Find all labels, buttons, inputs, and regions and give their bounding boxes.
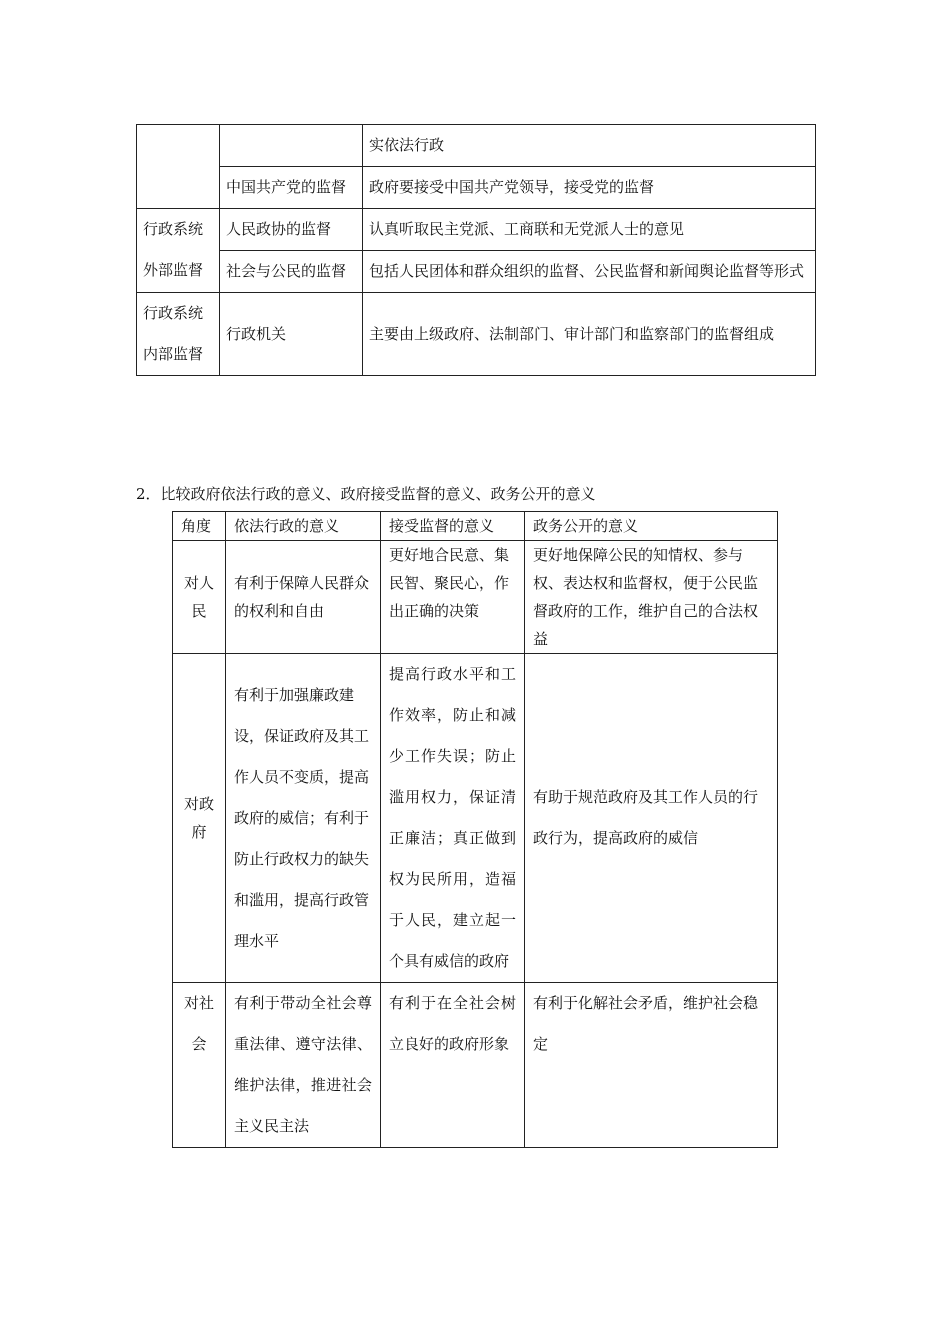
table-cell: 实依法行政 bbox=[363, 125, 816, 167]
table-cell: 社会与公民的监督 bbox=[220, 251, 363, 293]
header-cell: 依法行政的意义 bbox=[226, 512, 381, 541]
table-row bbox=[173, 983, 778, 1148]
table-cell: 提高行政水平和工作效率，防止和减少工作失误；防止滥用权力，保证清正廉洁；真正做到权为民所用，造福于人民，建立起一个具有威信的政府 bbox=[381, 654, 525, 983]
section-heading: 2．比较政府依法行政的意义、政府接受监督的意义、政务公开的意义 bbox=[136, 485, 596, 503]
table-row bbox=[137, 251, 816, 293]
header-cell: 角度 bbox=[173, 512, 226, 541]
category-cell: 行政系统内部监督 bbox=[137, 293, 220, 376]
table-cell bbox=[220, 125, 363, 167]
table-row bbox=[137, 167, 816, 209]
table-cell: 有利于加强廉政建设，保证政府及其工作人员不变质，提高政府的威信；有利于防止行政权力的缺失和滥用，提高行政管理水平 bbox=[226, 654, 381, 983]
table-cell: 有助于规范政府及其工作人员的行政行为，提高政府的威信 bbox=[525, 654, 778, 983]
table-cell: 有利于在全社会树立良好的政府形象 bbox=[381, 983, 525, 1148]
significance-table bbox=[172, 511, 778, 1148]
header-cell: 政务公开的意义 bbox=[525, 512, 778, 541]
table-cell: 有利于带动全社会尊重法律、遵守法律、维护法律，推进社会主义民主法 bbox=[226, 983, 381, 1148]
table-cell: 有利于保障人民群众的权利和自由 bbox=[226, 541, 381, 654]
table-cell: 行政机关 bbox=[220, 293, 363, 376]
table-row bbox=[137, 125, 816, 167]
table-header-row bbox=[173, 512, 778, 541]
angle-cell: 对政府 bbox=[173, 654, 226, 983]
angle-cell: 对人民 bbox=[173, 541, 226, 654]
supervision-table bbox=[136, 124, 816, 376]
header-cell: 接受监督的意义 bbox=[381, 512, 525, 541]
table-cell: 中国共产党的监督 bbox=[220, 167, 363, 209]
table-cell bbox=[137, 125, 220, 209]
table-row bbox=[173, 541, 778, 654]
table-row bbox=[137, 293, 816, 376]
angle-cell: 对社会 bbox=[173, 983, 226, 1148]
table-cell: 主要由上级政府、法制部门、审计部门和监察部门的监督组成 bbox=[363, 293, 816, 376]
table-cell: 政府要接受中国共产党领导，接受党的监督 bbox=[363, 167, 816, 209]
table-cell: 更好地合民意、集民智、聚民心，作出正确的决策 bbox=[381, 541, 525, 654]
table-cell: 认真听取民主党派、工商联和无党派人士的意见 bbox=[363, 209, 816, 251]
table-cell: 有利于化解社会矛盾，维护社会稳定 bbox=[525, 983, 778, 1148]
table-cell: 人民政协的监督 bbox=[220, 209, 363, 251]
category-cell: 行政系统外部监督 bbox=[137, 209, 220, 293]
table-row bbox=[137, 209, 816, 251]
table-row bbox=[173, 654, 778, 983]
table-cell: 包括人民团体和群众组织的监督、公民监督和新闻舆论监督等形式 bbox=[363, 251, 816, 293]
table-cell: 更好地保障公民的知情权、参与权、表达权和监督权，便于公民监督政府的工作，维护自己的合法权益 bbox=[525, 541, 778, 654]
